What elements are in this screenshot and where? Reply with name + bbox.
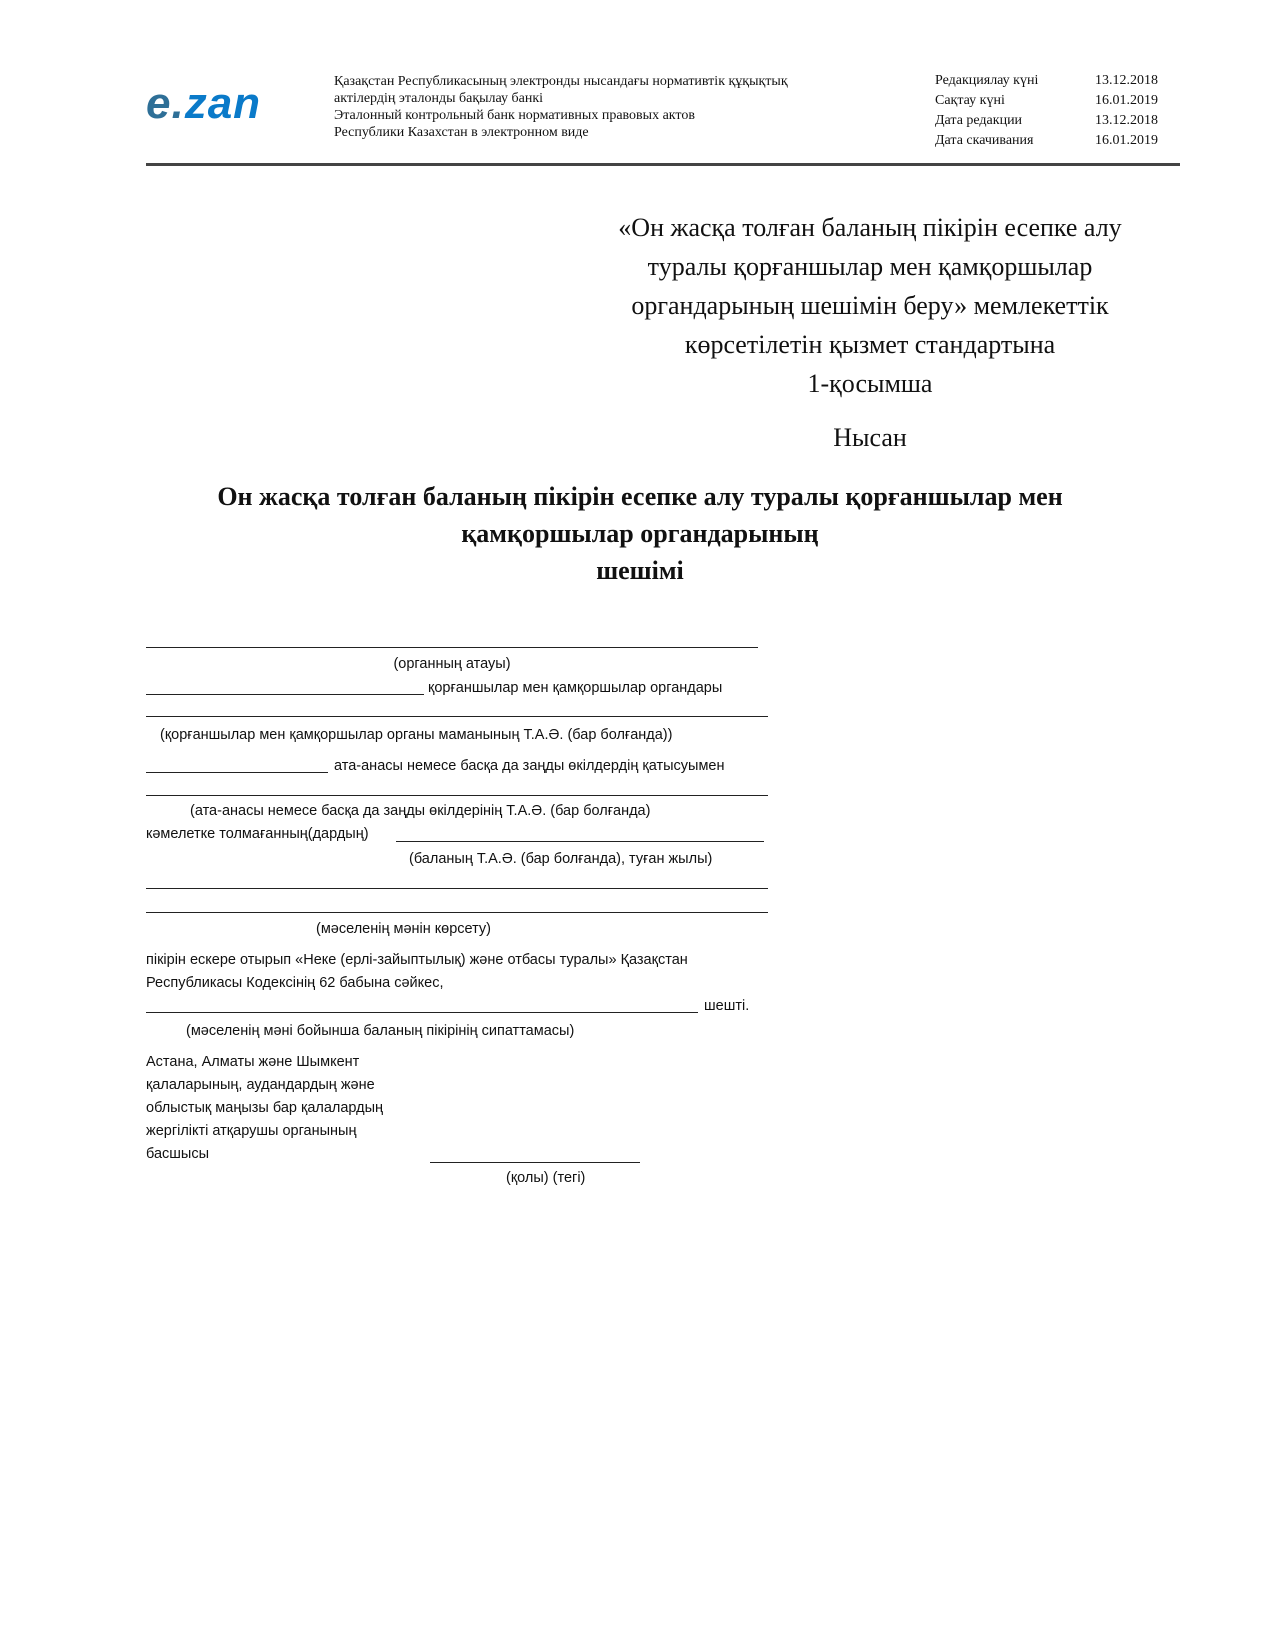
signatory-block — [146, 1051, 383, 1166]
specialist-line — [146, 716, 768, 717]
header-description-line: Эталонный контрольный банк нормативных правовых актов — [334, 108, 695, 123]
signatory-line: жергілікті атқарушы органының — [146, 1123, 357, 1139]
meta-value: 16.01.2019 — [1095, 93, 1158, 108]
title-line: қамқоршылар органдарының — [461, 519, 819, 548]
signatory-line: облыстық маңызы бар қалалардың — [146, 1100, 384, 1116]
annex-line: органдарының шешімін беру» мемлекеттік — [631, 291, 1109, 320]
meta-label: Дата редакции — [935, 113, 1023, 128]
parents-blank-line — [146, 772, 328, 773]
matter-line-2 — [146, 912, 768, 913]
annex-line: туралы қорғаншылар мен қамқоршылар — [647, 252, 1093, 281]
guardianship-blank-line — [146, 694, 424, 695]
opinion-line — [146, 1012, 698, 1013]
header-divider — [146, 163, 1180, 166]
annex-line: 1-қосымша — [807, 369, 933, 398]
annex-line: «Он жасқа толған баланың пікірін есепке алу — [618, 213, 1122, 242]
meta-label: Сақтау күні — [935, 93, 1005, 108]
opinion-caption: (мәселенің мәні бойынша баланың пікірінің сипаттамасы) — [186, 1023, 575, 1039]
minor-text: кәмелетке толмағанның(дардың) — [146, 826, 369, 842]
meta-row — [935, 111, 1195, 131]
matter-line-1 — [146, 888, 768, 889]
signatory-line: басшысы — [146, 1146, 210, 1162]
header-meta — [935, 71, 1195, 151]
meta-value: 13.12.2018 — [1095, 113, 1158, 128]
considering-line: пікірін ескере отырып «Неке (ерлі-зайыптылық) және отбасы туралы» Қазақстан — [146, 952, 688, 968]
signatory-line: қалаларының, аудандардың және — [146, 1077, 375, 1093]
signature-line — [430, 1162, 640, 1163]
document-title — [140, 478, 1140, 589]
matter-caption: (мәселенің мәнін көрсету) — [316, 921, 491, 937]
meta-label: Редакциялау күні — [935, 73, 1039, 88]
title-line: шешімі — [596, 556, 684, 585]
annex-reference — [570, 208, 1170, 403]
meta-row — [935, 131, 1195, 151]
considering-line: Республикасы Кодексінің 62 бабына сәйкес, — [146, 975, 444, 991]
parents-caption: (ата-анасы немесе басқа да заңды өкілдерінің Т.А.Ә. (бар болғанда) — [190, 803, 651, 819]
header-description-line: Республики Казахстан в электронном виде — [334, 125, 589, 140]
title-line: Он жасқа толған баланың пікірін есепке алу туралы қорғаншылар мен — [217, 482, 1063, 511]
header-description-line: Қазақстан Республикасының электронды нысандағы нормативтік құқықтық — [334, 74, 788, 89]
meta-row — [935, 91, 1195, 111]
parents-participation-text: ата-анасы немесе басқа да заңды өкілдердің қатысуымен — [334, 758, 725, 774]
annex-line: көрсетілетін қызмет стандартына — [684, 330, 1056, 359]
form-label: Нысан — [833, 423, 907, 452]
organ-name-caption: (органның атауы) — [393, 656, 511, 672]
meta-row — [935, 71, 1195, 91]
header-description — [334, 73, 788, 141]
signature-caption: (қолы) (тегі) — [506, 1170, 586, 1186]
minor-line — [396, 841, 764, 842]
meta-value: 13.12.2018 — [1095, 73, 1158, 88]
decided-text: шешті. — [704, 998, 750, 1014]
parents-line — [146, 795, 768, 796]
meta-label: Дата скачивания — [935, 133, 1034, 148]
guardianship-text: қорғаншылар мен қамқоршылар органдары — [428, 680, 723, 696]
signatory-line: Астана, Алматы және Шымкент — [146, 1054, 360, 1070]
meta-value: 16.01.2019 — [1095, 133, 1158, 148]
specialist-caption: (қорғаншылар мен қамқоршылар органы маманының Т.А.Ә. (бар болғанда)) — [160, 727, 673, 743]
header-description-line: актілердің эталонды бақылау банкі — [334, 91, 544, 106]
child-caption: (баланың Т.А.Ә. (бар болғанда), туған жылы) — [409, 851, 713, 867]
ezan-logo: e.zan — [146, 79, 262, 128]
organ-name-line — [146, 647, 758, 648]
